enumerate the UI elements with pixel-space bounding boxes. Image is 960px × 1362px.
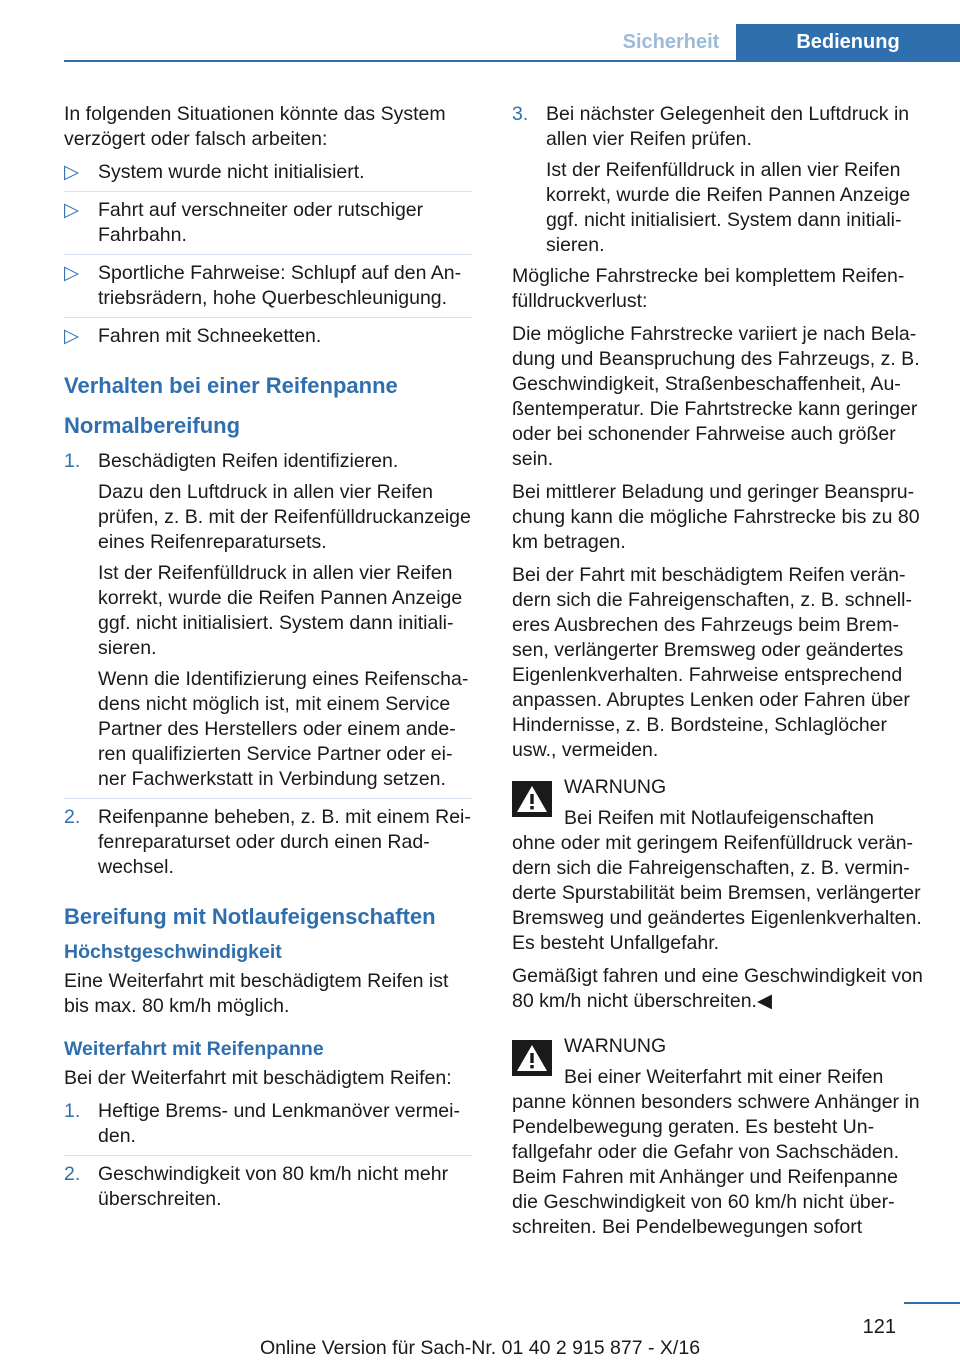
weiterfahrt-steps-list [64,1099,472,1212]
list-item: 1. Beschädigten Reifen identifizieren. Dazu den Luftdruck in allen vier Reifen prüfen, z. B. mit der Reifenfülldruckanzeige eines Reifenreparatursets. Ist der Reifenfülldruck in allen vier Reifen korrekt, wurde die Reifen Pannen Anzeige ggf. nicht initialisiert. System dann initialisieren. Wenn die Identifizierung eines Reifenschadens nicht möglich ist, mit einem Service Partner des Herstellers oder einem anderen qualifizierten Service Partner oder einer Fachwerkstatt in Verbindung setzen. [64,450,471,790]
warning-box-anhaenger [512,1032,928,1240]
fahreigenschaften-text: Bei der Fahrt mit beschädigtem Reifen verändern sich die Fahreigenschaften, z. B. schnelleres Ausbrechen des Fahrzeugs beim Bremsen, verlängerter Bremsweg oder geändertes Eigenlenkverhalten. Fahrweise entsprechend anpassen. Abruptes Lenken oder Fahren über Hindernisse, z. B. Bordsteine, Schlaglöcher usw., vermeiden. [512,564,912,761]
list-item: ▷ Fahrt auf verschneiter oder rutschiger Fahrbahn. [64,191,472,248]
normal-steps-continued [512,102,928,258]
normal-steps-list [64,449,472,880]
situation-list [64,160,472,349]
list-item: 3. Bei nächster Gelegenheit den Luftdruck in allen vier Reifen prüfen. Ist der Reifenfülldruck in allen vier Reifen korrekt, wurde die Reifen Pannen Anzeige ggf. nicht initialisiert. System dann initialisieren. [512,103,911,256]
page-number-rule [904,1302,960,1304]
warning-text-first: Bei Reifen mit Notlaufeigenschaften [564,807,875,829]
online-version-footer: Online Version für Sach-Nr. 01 40 2 915 877 - X/16 [259,1337,701,1359]
tab-sicherheit[interactable]: Sicherheit [622,31,720,53]
warning-title: WARNUNG [564,776,667,798]
list-item: ▷ System wurde nicht initialisiert. [64,161,365,183]
left-column [64,102,472,1218]
page-number: 121 [862,1316,896,1338]
list-item: ▷ Fahren mit Schneeketten. [64,317,472,349]
step-number: 3. [512,103,529,125]
heading-hoechstgeschwindigkeit: Höchstgeschwindigkeit [64,941,282,963]
warning-text-first: Bei einer Weiterfahrt mit einer Reifen [564,1066,884,1088]
triangle-bullet-icon: ▷ [64,262,79,284]
heading-notlauf: Bereifung mit Notlaufeigenschaften [64,904,436,929]
list-item: ▷ Sportliche Fahrweise: Schlupf auf den Antriebsrädern, hohe Querbeschleunigung. [64,254,472,311]
warning-text: ohne oder mit geringem Reifenfülldruck verändern sich die Fahreigenschaften, z. B. verminderte Spurstabilität beim Bremsen, verlängerter Bremsweg und geändertes Eigenlenkverhalten. Es besteht Unfallgefahr. [512,832,922,954]
triangle-bullet-icon: ▷ [64,199,79,221]
warning-action: Gemäßigt fahren und eine Geschwindigkeit von 80 km/h nicht überschreiten.◀ [512,965,923,1012]
fahrstrecke-head: Mögliche Fahrstrecke bei komplettem Reifenfülldruckverlust: [512,265,905,312]
step-number: 1. [64,1100,81,1122]
fahrstrecke-text-2: Bei mittlerer Beladung und geringer Beanspruchung kann die mögliche Fahrstrecke bis zu 80 km betragen. [512,481,920,553]
list-item: 2. Geschwindigkeit von 80 km/h nicht mehr überschreiten. [64,1155,472,1212]
intro-text: In folgenden Situationen könnte das System verzögert oder falsch arbeiten: [64,103,446,150]
step-number: 2. [64,1163,81,1185]
hoechst-text: Eine Weiterfahrt mit beschädigtem Reifen ist bis max. 80 km/h möglich. [64,970,449,1017]
fahrstrecke-text-1: Die mögliche Fahrstrecke variiert je nach Beladung und Beanspruchung des Fahrzeugs, z. B. Geschwindigkeit, Straßenbeschaffenheit, Außentemperatur. Die Fahrtstrecke kann geringer oder bei schonender Fahrweise auch größer sein. [512,323,920,470]
triangle-bullet-icon: ▷ [64,161,79,183]
list-item: 2. Reifenpanne beheben, z. B. mit einem Reifenreparaturset oder durch einen Radwechsel. [64,798,472,880]
heading-reifenpanne: Verhalten bei einer Reifenpanne [64,373,398,398]
heading-weiterfahrt: Weiterfahrt mit Reifenpanne [64,1038,324,1060]
heading-normalbereifung: Normalbereifung [64,413,241,438]
warning-icon [512,1040,552,1076]
triangle-bullet-icon: ▷ [64,325,79,347]
warning-icon [512,781,552,817]
tab-bedienung[interactable]: Bedienung [736,24,960,61]
warning-text: panne können besonders schwere Anhänger in Pendelbewegung geraten. Es besteht Unfallgefahr oder die Gefahr von Sachschäden. Beim Fahren mit Anhänger und Reifenpanne die Geschwindigkeit von 60 km/h nicht überschreiten. Bei Pendelbewegungen sofort [512,1091,920,1238]
warning-title: WARNUNG [564,1035,667,1057]
weiterfahrt-intro: Bei der Weiterfahrt mit beschädigtem Reifen: [64,1067,452,1089]
right-column [512,102,928,1248]
step-number: 1. [64,450,81,472]
warning-box-notlauf [512,773,928,1014]
step-number: 2. [64,806,81,828]
list-item: 1. Heftige Brems- und Lenkmanöver vermeiden. [64,1100,460,1147]
